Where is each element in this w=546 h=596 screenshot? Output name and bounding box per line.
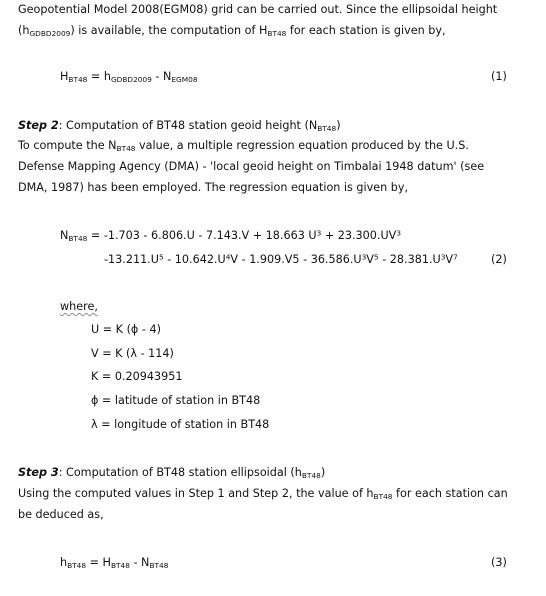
- step-2-para-line-2: Defense Mapping Agency (DMA) - 'local geoid height on Timbalai 1948 datum' (see: [18, 160, 485, 173]
- definition-lambda: λ = longitude of station in BT48: [91, 418, 270, 431]
- step-2-label: Step 2: [18, 119, 59, 132]
- definition-u: U = K (ϕ - 4): [91, 323, 161, 336]
- where-label: where,: [60, 300, 98, 313]
- intro-line-1: Geopotential Model 2008(EGM08) grid can be carried out. Since the ellipsoidal height: [18, 3, 498, 16]
- equation-3: $h_{BT48} = H_{BT48} - N_{BT48}$: [60, 556, 169, 570]
- step-2-heading: Step 2: Computation of BT48 station geoid height $(N_{BT48})$: [18, 119, 341, 133]
- definition-v: V = K (λ - 114): [91, 347, 174, 360]
- step-3-heading: Step 3: Computation of BT48 station ellipsoidal $(h_{BT48})$: [18, 466, 326, 480]
- definition-k: K = 0.20943951: [91, 370, 183, 383]
- step-3-label: Step 3: [18, 466, 59, 479]
- equation-2-number: (2): [491, 253, 507, 266]
- step-2-para-line-1: To compute the $N_{BT48}$ value, a multiple regression equation produced by the U.S.: [18, 139, 469, 153]
- equation-1: $H_{BT48} = h_{GDBD2009} - N_{EGM08}$: [60, 70, 198, 84]
- step-2-para-line-3: DMA, 1987) has been employed. The regression equation is given by,: [18, 181, 409, 194]
- equation-3-number: (3): [491, 556, 507, 569]
- step-3-para-line-1: Using the computed values in Step 1 and Step 2, the value of $h_{BT48}$ for each station can: [18, 487, 508, 501]
- intro-line-2: $(h_{GDBD2009})$ is available, the computation of $H_{BT48}$ for each station is given by,: [18, 24, 446, 38]
- equation-2-line-1: $N_{BT48} = -1.703 - 6.806.U - 7.143.V + 18.663$ $U^3 + 23.300.UV^3$: [60, 228, 402, 243]
- step-3-para-line-2: be deduced as,: [18, 508, 104, 521]
- equation-1-number: (1): [491, 70, 507, 83]
- equation-2-line-2: $-13.211.U^5 - 10.642.U^4V - 1.909.V5 - 36.586.U^3V^5 - 28.381.U^3V^7$: [104, 252, 458, 266]
- definition-phi: ϕ = latitude of station in BT48: [91, 394, 261, 407]
